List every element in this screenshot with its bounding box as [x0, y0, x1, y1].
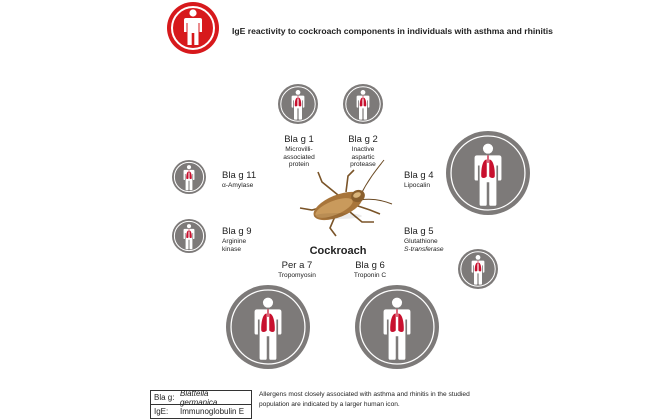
allergen-desc: associated [283, 153, 315, 161]
human-icon-bla-g-2 [343, 84, 383, 124]
allergen-desc: Troponin C [353, 271, 387, 279]
title-person-icon [167, 2, 219, 54]
allergen-code: Bla g 6 [355, 260, 385, 271]
allergen-code: Bla g 5 [404, 226, 434, 237]
legend-row [151, 404, 251, 418]
allergen-desc: Glutathione [404, 237, 438, 245]
allergen-desc: protein [288, 161, 310, 169]
allergen-desc: α-Amylase [222, 181, 254, 189]
legend-row [151, 388, 251, 407]
allergen-desc: Inactive [351, 145, 375, 153]
allergen-label-per-a-7 [272, 261, 322, 280]
allergen-code: Bla g 1 [284, 134, 314, 145]
allergen-label-bla-g-9 [222, 227, 272, 253]
allergen-desc: protease [350, 161, 376, 169]
allergen-code: Bla g 11 [222, 170, 257, 181]
allergen-code: Bla g 9 [222, 226, 252, 237]
legend-key: IgE: [154, 407, 169, 416]
allergen-label-bla-g-1 [274, 135, 324, 169]
human-icon-bla-g-9 [172, 219, 206, 253]
human-icon-bla-g-1 [278, 84, 318, 124]
allergen-desc: Tropomyosin [278, 271, 316, 279]
allergen-desc: Microvilli- [285, 145, 313, 153]
allergen-desc: aspartic [351, 153, 375, 161]
human-icon-bla-g-5 [458, 249, 498, 289]
human-icon-bla-g-11 [172, 160, 206, 194]
human-icon-per-a-7 [226, 285, 310, 369]
legend-value: Immunoglobulin E [180, 407, 245, 416]
human-icon-bla-g-4 [446, 131, 530, 215]
allergen-label-bla-g-4 [404, 171, 454, 190]
footnote: Allergens most closely associated with asthma and rhinitis in the studied population are indicated by a larger human icon. [259, 391, 470, 408]
allergen-desc: Lipocalin [404, 181, 431, 189]
legend-value: Blattella germanica [179, 388, 218, 407]
allergen-desc: Arginine [222, 237, 247, 245]
center-label: Cockroach [309, 245, 367, 257]
legend-key: Bla g: [154, 393, 175, 402]
allergen-label-bla-g-11 [222, 171, 272, 190]
allergen-desc: kinase [222, 245, 242, 253]
allergen-code: Per a 7 [281, 260, 313, 271]
page-title: IgE reactivity to cockroach components in individuals with asthma and rhinitis [232, 26, 553, 36]
allergen-desc: S-transferase [404, 245, 444, 253]
allergen-code: Bla g 2 [348, 134, 378, 145]
human-icon-bla-g-6 [355, 285, 439, 369]
allergen-label-bla-g-5 [404, 227, 464, 253]
allergen-code: Bla g 4 [404, 170, 434, 181]
allergen-label-bla-g-2 [338, 135, 388, 169]
cockroach-illustration [300, 160, 392, 236]
allergen-label-bla-g-6 [345, 261, 395, 280]
legend-box [150, 390, 252, 419]
